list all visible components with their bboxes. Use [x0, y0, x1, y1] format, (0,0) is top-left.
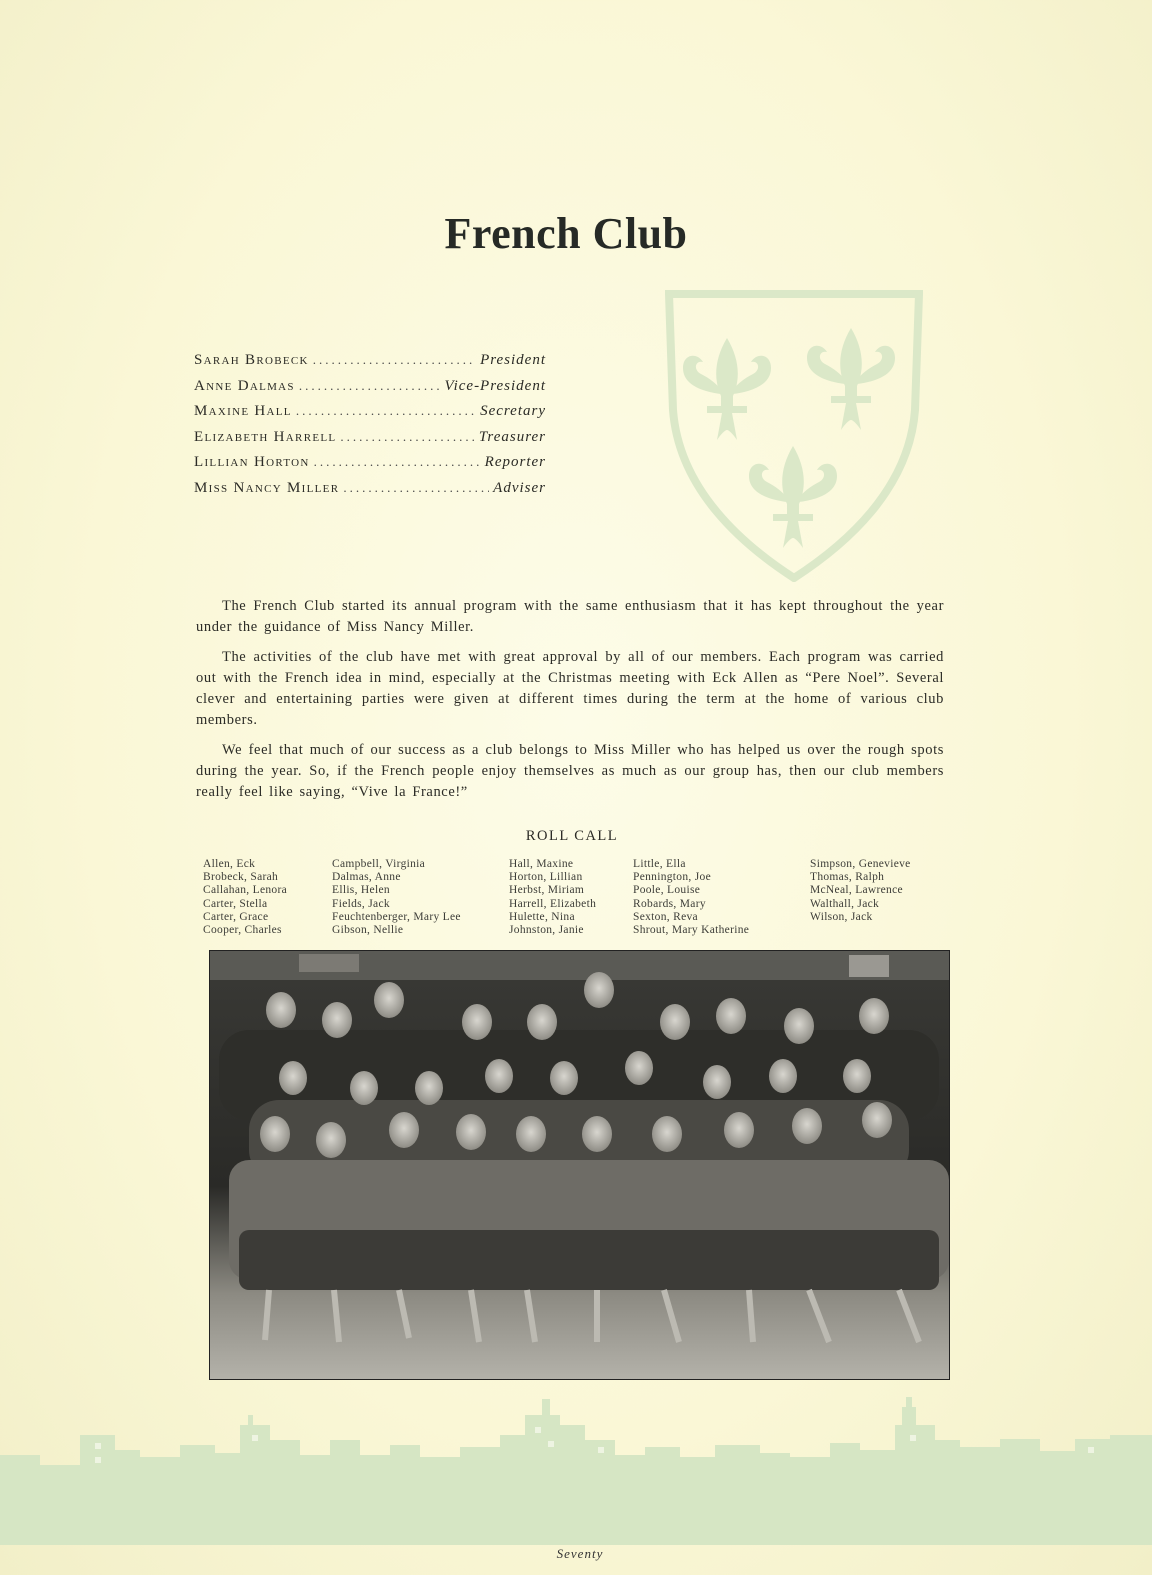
member-name: Feuchtenberger, Mary Lee	[332, 910, 461, 923]
roll-call-heading: ROLL CALL	[525, 828, 619, 844]
officer-name: Maxine Hall	[194, 403, 292, 420]
member-name: Carter, Stella	[203, 897, 268, 910]
roll-call-column	[633, 858, 749, 937]
member-name: Hall, Maxine	[509, 858, 574, 870]
member-name: Horton, Lillian	[509, 871, 583, 884]
page-number: Seventy	[556, 1546, 604, 1561]
member-name: Carter, Grace	[203, 910, 269, 923]
member-name: Little, Ella	[633, 858, 686, 870]
member-name: Johnston, Janie	[509, 924, 584, 937]
club-group-photo	[209, 950, 950, 1380]
member-name: Ellis, Helen	[332, 884, 390, 897]
member-name: Pennington, Joe	[633, 871, 711, 884]
officer-row	[194, 352, 546, 378]
dot-leader	[313, 352, 476, 368]
member-name: Walthall, Jack	[810, 897, 880, 910]
member-name: Sexton, Reva	[633, 910, 698, 923]
officer-name: Lillian Horton	[194, 454, 310, 471]
member-name: Robards, Mary	[633, 897, 706, 910]
member-name: Simpson, Genevieve	[810, 858, 911, 870]
officer-list	[194, 352, 546, 506]
officer-row	[194, 403, 546, 429]
member-name: Allen, Eck	[203, 858, 256, 870]
member-name: Campbell, Virginia	[332, 858, 426, 870]
roll-call-column	[203, 858, 287, 937]
officer-row	[194, 429, 546, 455]
officer-name: Anne Dalmas	[194, 377, 295, 394]
officer-role: Vice-President	[444, 377, 546, 394]
dot-leader	[314, 454, 481, 470]
member-name: Thomas, Ralph	[810, 871, 885, 884]
member-name: Hulette, Nina	[509, 910, 575, 923]
member-name: Herbst, Miriam	[509, 884, 585, 897]
dot-leader	[296, 403, 476, 419]
officer-row	[194, 454, 546, 480]
dot-leader	[340, 429, 475, 445]
body-paragraph: The French Club started its annual program with the same enthusiasm that it has kept throughout the year under the guidance of Miss Nancy Miller.	[196, 598, 944, 635]
member-name: McNeal, Lawrence	[810, 884, 903, 897]
member-name: Cooper, Charles	[203, 924, 282, 937]
fleur-de-lis-shield-icon	[665, 290, 923, 582]
officer-row	[194, 480, 546, 506]
officer-role: Reporter	[484, 454, 546, 471]
officer-role: Secretary	[480, 403, 546, 420]
page-title: French Club	[444, 209, 688, 258]
officer-role: Adviser	[493, 479, 546, 496]
member-name: Brobeck, Sarah	[203, 871, 279, 884]
member-name: Gibson, Nellie	[332, 924, 404, 937]
dot-leader	[299, 378, 441, 394]
roll-call-column	[810, 858, 911, 924]
dot-leader	[343, 480, 489, 496]
member-name: Shrout, Mary Katherine	[633, 924, 750, 937]
member-name: Poole, Louise	[633, 884, 701, 897]
officer-role: President	[480, 352, 546, 368]
officer-role: Treasurer	[478, 428, 546, 445]
officer-row	[194, 378, 546, 404]
body-paragraph: The activities of the club have met with great approval by all of our members. Each program was carried out with the French idea in mind, especially at the Christmas meeting with Eck Allen as “Pere Noel”. Several clever and entertaining parties were given at different times during the term at the home of various club members.	[196, 649, 944, 728]
officer-name: Elizabeth Harrell	[194, 428, 337, 445]
roll-call-column	[332, 858, 461, 937]
roll-call-column	[509, 858, 596, 937]
city-skyline-decoration	[0, 1395, 1152, 1545]
member-name: Harrell, Elizabeth	[509, 897, 597, 910]
body-paragraph: We feel that much of our success as a club belongs to Miss Miller who has helped us over the rough spots during the year. So, if the French people enjoy themselves as much as our group has, then our club members really feel like saying, “Vive la France!”	[196, 742, 944, 800]
member-name: Wilson, Jack	[810, 910, 873, 923]
officer-name: Sarah Brobeck	[194, 352, 309, 368]
member-name: Callahan, Lenora	[203, 884, 287, 897]
officer-name: Miss Nancy Miller	[194, 479, 340, 496]
member-name: Dalmas, Anne	[332, 871, 401, 884]
member-name: Fields, Jack	[332, 897, 390, 910]
